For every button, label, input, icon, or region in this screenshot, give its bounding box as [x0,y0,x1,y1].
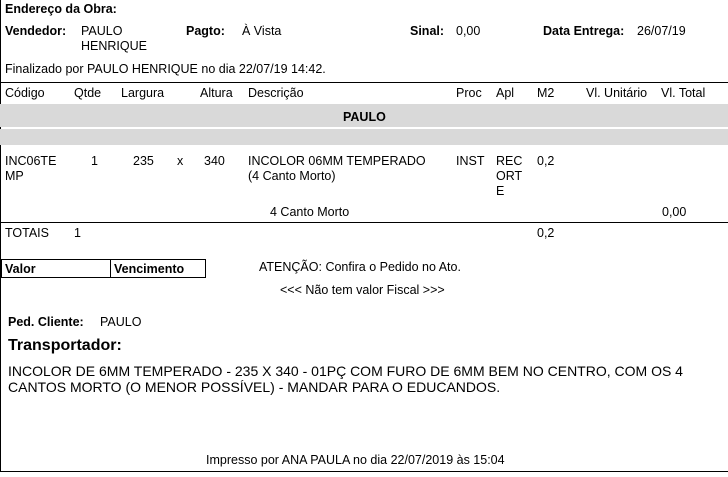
frame-left-border [0,0,1,472]
totais-qtde: 1 [74,226,81,240]
transportador-label: Transportador: [8,337,122,354]
atencao-note: ATENÇÃO: Confira o Pedido no Ato. [259,260,461,274]
sinal-label: Sinal: [410,24,445,38]
header-divider [0,82,728,83]
item-altura: 340 [204,154,225,168]
item-apl-line3: E [496,184,505,198]
finalizado-text: Finalizado por PAULO HENRIQUE no dia 22/07/19 14:42. [5,62,326,76]
col-m2: M2 [537,86,555,100]
footer-printed-by: Impresso por ANA PAULA no dia 22/07/2019 às 15:04 [206,453,505,467]
observation-text: INCOLOR DE 6MM TEMPERADO - 235 X 340 - 01PÇ COM FURO DE 6MM BEM NO CENTRO, COM OS 4 CANTOS MORTO (O MENOR POSSÍVEL) - MANDAR PARA O EDUCANDOS. [8,363,683,395]
group-title: PAULO [343,110,386,124]
col-vl-total: Vl. Total [661,86,706,100]
item-descricao-line2: (4 Canto Morto) [248,169,336,183]
totais-m2: 0,2 [537,226,555,240]
ped-cliente-value: PAULO [100,315,142,329]
pagto-label: Pagto: [186,24,225,38]
item-m2: 0,2 [537,154,555,168]
item-codigo-line1: INC06TE [5,154,57,168]
endereco-label: Endereço da Obra: [5,2,117,16]
fiscal-note: <<< Não tem valor Fiscal >>> [280,283,445,297]
col-codigo: Código [5,86,45,100]
col-largura: Largura [121,86,165,100]
col-apl: Apl [496,86,515,100]
vendedor-value-line1: PAULO [81,24,123,38]
ped-cliente-label: Ped. Cliente: [8,315,84,329]
data-entrega-label: Data Entrega: [543,24,625,38]
totais-label: TOTAIS [5,226,49,240]
item-codigo-line2: MP [5,169,24,183]
frame-bottom-border [0,471,728,472]
col-descricao: Descrição [248,86,304,100]
item-proc: INST [456,154,485,168]
item-descricao-line1: INCOLOR 06MM TEMPERADO [248,154,426,168]
vendedor-label: Vendedor: [5,24,67,38]
data-entrega-value: 26/07/19 [637,24,686,38]
col-qtde: Qtde [74,86,102,100]
item-largura: 235 [133,154,154,168]
item-apl-line2: ORT [496,169,523,183]
item-apl-line1: REC [496,154,523,168]
pagto-value: À Vista [242,24,282,38]
col-altura: Altura [200,86,233,100]
sinal-value: 0,00 [456,24,481,38]
subrow-total: 0,00 [662,205,687,219]
valor-header: Valor [1,259,111,278]
group-band-lower [0,129,728,145]
subrow-description: 4 Canto Morto [270,205,350,219]
totals-divider [0,222,728,223]
vencimento-header: Vencimento [110,259,206,278]
col-vl-unitario: Vl. Unitário [586,86,648,100]
col-proc: Proc [456,86,482,100]
item-qtde: 1 [91,154,98,168]
vendedor-value-line2: HENRIQUE [81,39,147,53]
item-times: x [177,154,184,168]
